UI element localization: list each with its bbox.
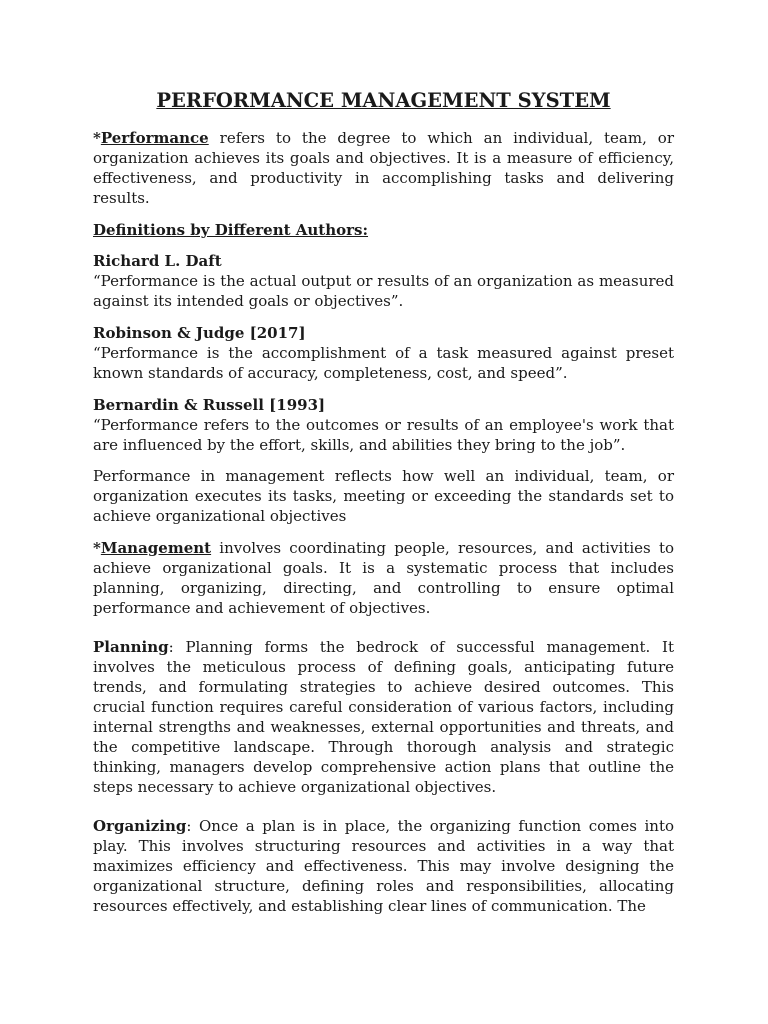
definition-item — [93, 323, 674, 383]
definition-item — [93, 251, 674, 311]
performance-asterisk: * — [93, 129, 101, 147]
definitions-heading: Definitions by Different Authors: — [93, 221, 369, 239]
planning-text: : Planning forms the bedrock of successful management. It involves the meticulous process of defining goals, anticipating future trends, and formulating strategies to achieve desired outcomes. This crucial function requires careful consideration of various factors, including internal strengths and weaknesses, external opportunities and threats, and the competitive landscape. Through thorough analysis and strategic thinking, managers develop comprehensive action plans that outline the steps necessary to achieve organizational objectives. — [93, 638, 674, 796]
planning-term: Planning — [93, 638, 169, 656]
management-text: involves coordinating people, resources, and activities to achieve organizational goals. It is a systematic process that includes planning, organizing, directing, and controlling to ensure optimal performance and achievement of objectives. — [93, 539, 674, 617]
definition-item — [93, 395, 674, 455]
organizing-term: Organizing — [93, 817, 187, 835]
management-term: Management — [100, 539, 212, 557]
organizing-text: : Once a plan is in place, the organizing function comes into play. This involves structuring resources and activities in a way that maximizes efficiency and effectiveness. This may involve designing the organizational structure, defining roles and responsibilities, allocating resources effectively, and establishing clear lines of communication. The — [93, 817, 674, 915]
definition-quote: “Performance is the actual output or results of an organization as measured against its intended goals or objectives”. — [93, 272, 674, 310]
document-page — [93, 88, 674, 916]
definition-author: Robinson & Judge [2017] — [93, 324, 306, 342]
management-paragraph — [93, 538, 674, 618]
definition-quote: “Performance refers to the outcomes or results of an employee's work that are influenced by the effort, skills, and abilities they bring to the job”. — [93, 416, 674, 454]
organizing-paragraph — [93, 816, 674, 916]
definition-quote: “Performance is the accomplishment of a task measured against preset known standards of accuracy, completeness, cost, and speed”. — [93, 344, 674, 382]
performance-term: Performance — [100, 129, 209, 147]
performance-summary-paragraph: Performance in management reflects how well an individual, team, or organization executes its tasks, meeting or exceeding the standards set to achieve organizational objectives — [93, 467, 674, 525]
definition-author: Bernardin & Russell [1993] — [93, 396, 326, 414]
performance-paragraph — [93, 128, 674, 208]
definition-author: Richard L. Daft — [93, 252, 222, 270]
management-asterisk: * — [93, 539, 101, 557]
planning-paragraph — [93, 637, 674, 797]
performance-text: refers to the degree to which an individual, team, or organization achieves its goals and objectives. It is a measure of efficiency, effectiveness, and productivity in accomplishing tasks and delivering results. — [93, 129, 674, 207]
document-title: PERFORMANCE MANAGEMENT SYSTEM — [156, 89, 611, 112]
